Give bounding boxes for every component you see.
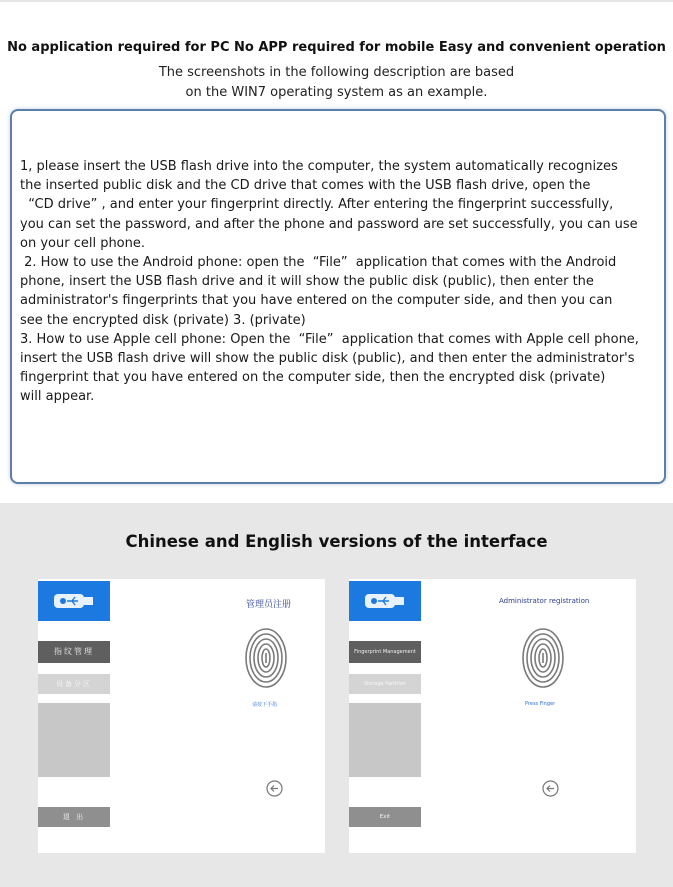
fingerprint-icon[interactable] <box>244 627 288 689</box>
instruction-step-1: 1, please insert the USB flash drive into the computer, the system automatically recognizes the inserted public disk and the CD drive that comes with the USB flash drive, open the “CD drive” , and enter your fingerprint directly. After entering the fingerprint successfully, you can set the password, and after the phone and password are set successfully, you can use on your cell phone. <box>20 159 638 251</box>
usb-tile <box>38 581 110 621</box>
fingerprint-icon[interactable] <box>521 627 565 689</box>
exit-button[interactable]: 退 出 <box>38 807 110 827</box>
back-arrow-icon[interactable] <box>542 780 559 797</box>
subheading-line-2: on the WIN7 operating system as an example. <box>185 85 488 100</box>
usb-drive-icon <box>363 591 407 611</box>
instruction-step-2: 2. How to use the Android phone: open the “File” application that comes with the Android phone, insert the USB flash drive and it will show the public disk (public), then enter the administrator's fingerprints that you have entered on the computer side, and then you can see the encrypted disk (private) 3. (private) <box>20 255 617 328</box>
back-arrow-icon[interactable] <box>266 780 283 797</box>
chinese-interface-panel <box>38 579 325 853</box>
subheading-line-1: The screenshots in the following description are based <box>158 65 515 80</box>
instructions-text <box>20 157 660 407</box>
instruction-step-3: 3. How to use Apple cell phone: Open the “File” application that comes with Apple cell phone, insert the USB flash drive will show the public disk (public), and then enter the administrator's fingerprint that you have entered on the computer side, then the encrypted disk (private) will appear. <box>20 331 639 405</box>
page-heading: No application required for PC No APP required for mobile Easy and convenient operation <box>7 40 666 55</box>
nav-empty-block <box>38 703 110 777</box>
press-finger-label: Press Finger <box>525 701 556 707</box>
nav-empty-block <box>349 703 421 777</box>
nav-fingerprint-management[interactable]: Fingerprint Management <box>349 641 421 663</box>
admin-registration-title: 管理员注册 <box>246 600 292 610</box>
nav-storage-partition[interactable]: 设备分区 <box>38 674 110 694</box>
press-finger-label: 请按下手指 <box>252 702 278 708</box>
top-divider <box>0 0 673 2</box>
english-interface-panel <box>349 579 636 853</box>
interface-title: Chinese and English versions of the interface <box>125 532 548 551</box>
admin-registration-title: Administrator registration <box>499 597 590 605</box>
exit-button[interactable]: Exit <box>349 807 421 827</box>
nav-storage-partition[interactable]: Storage Partition <box>349 674 421 694</box>
nav-fingerprint-management[interactable]: 指纹管理 <box>38 641 110 663</box>
usb-drive-icon <box>52 591 96 611</box>
usb-tile <box>349 581 421 621</box>
